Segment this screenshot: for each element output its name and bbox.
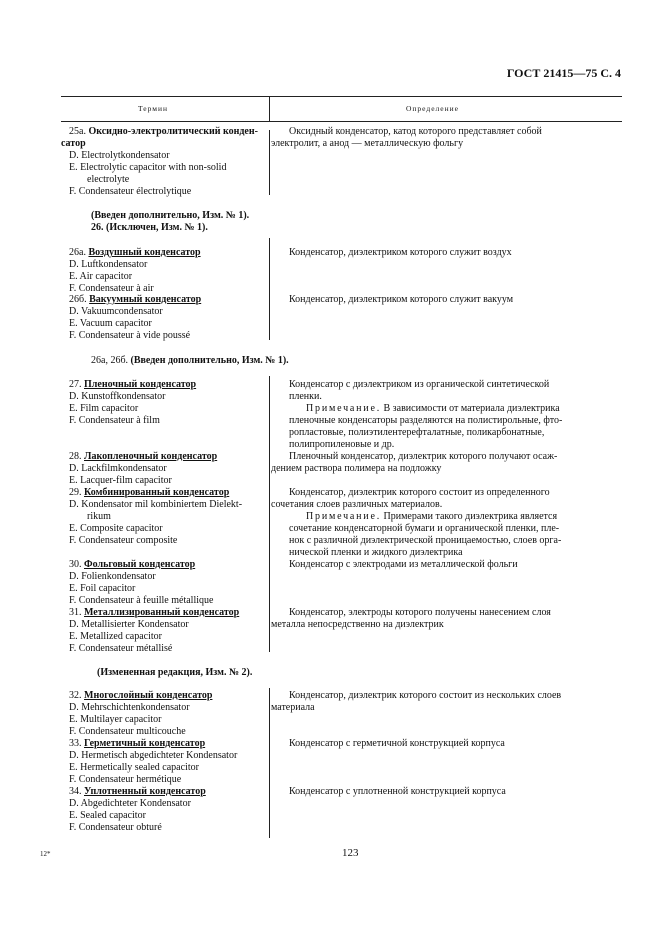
- term-27-fr: F. Condensateur à film: [69, 415, 160, 426]
- term-26b-en: E. Vacuum capacitor: [69, 318, 152, 329]
- term-34-de: D. Abgedichteter Kondensator: [69, 798, 191, 809]
- term-26a-de: D. Luftkondensator: [69, 259, 148, 270]
- term-25a-en-cont: electrolyte: [87, 174, 130, 185]
- term-31-fr: F. Condensateur métallisé: [69, 643, 173, 654]
- note-27: Примечание. В зависимости от материала диэлектрика: [306, 403, 560, 414]
- term-25a-en: E. Electrolytic capacitor with non-solid: [69, 162, 227, 173]
- amendment-note-2: (Измененная редакция, Изм. № 2).: [97, 667, 253, 678]
- term-28: 28. Лакопленочный конденсатор: [69, 451, 218, 462]
- term-30-en: E. Foil capacitor: [69, 583, 136, 594]
- definition-29: Конденсатор, диэлектрик которого состоит из определенного: [289, 487, 550, 498]
- column-separator: [269, 688, 270, 838]
- note-29: Примечание. Примерами такого диэлектрика является: [306, 511, 558, 522]
- term-25a-cont: сатор: [61, 138, 86, 149]
- term-32-fr: F. Condensateur multicouche: [69, 726, 186, 737]
- definition-27: Конденсатор с диэлектриком из органической синтетической: [289, 379, 550, 390]
- term-33-en: E. Hermetically sealed capacitor: [69, 762, 199, 773]
- footer-mark: 12*: [40, 850, 51, 858]
- column-header-definition: Определение: [406, 104, 459, 113]
- term-33: 33. Герметичный конденсатор: [69, 738, 206, 749]
- term-25a: 25а. Оксидно-электролитический конден-: [69, 126, 258, 137]
- term-26b-fr: F. Condensateur à vide poussé: [69, 330, 191, 341]
- definition-32: Конденсатор, диэлектрик которого состоит из нескольких слоев: [289, 690, 562, 701]
- term-29: 29. Комбинированный конденсатор: [69, 487, 230, 498]
- note-29-line3: нок с различной диэлектрической проницаемостью, слоев орга-: [289, 535, 562, 546]
- term-26a: 26а. Воздушный конденсатор: [69, 247, 201, 258]
- page-header-title: ГОСТ 21415—75 С. 4: [506, 66, 621, 80]
- term-33-fr: F. Condensateur hermétique: [69, 774, 182, 785]
- term-28-de: D. Lackfilmkondensator: [69, 463, 167, 474]
- note-29-line2: сочетание конденсаторной бумаги и органической пленки, пле-: [289, 523, 560, 534]
- term-30: 30. Фольговый конденсатор: [69, 559, 196, 570]
- definition-27-cont: пленки.: [289, 391, 322, 402]
- term-26b-de: D. Vakuumcondensator: [69, 306, 163, 317]
- term-27-de: D. Kunstoffkondensator: [69, 391, 166, 402]
- note-29-line4: нической пленки и жидкого диэлектрика: [289, 547, 463, 558]
- term-29-en: E. Composite capacitor: [69, 523, 163, 534]
- definition-26a: Конденсатор, диэлектриком которого служит воздух: [289, 247, 512, 258]
- definition-25a-cont: электролит, а анод — металлическую фольгу: [271, 138, 464, 149]
- term-27: 27. Пленочный конденсатор: [69, 379, 197, 390]
- excluded-26: 26. (Исключен, Изм. № 1).: [91, 222, 208, 233]
- amendment-note-26: 26а, 26б. (Введен дополнительно, Изм. № 1).: [91, 355, 289, 366]
- note-27-line3: ропластовые, полиэтилентерефталатные, поликарбонатные,: [289, 427, 545, 438]
- definition-25a: Оксидный конденсатор, катод которого представляет собой: [289, 126, 542, 137]
- column-separator: [269, 376, 270, 652]
- term-32-de: D. Mehrschichtenkondensator: [69, 702, 190, 713]
- term-31-de: D. Metallisierter Kondensator: [69, 619, 189, 630]
- table-header-bottom-rule: [61, 121, 622, 122]
- definition-26b: Конденсатор, диэлектриком которого служит вакуум: [289, 294, 514, 305]
- term-29-de: D. Kondensator mil kombiniertem Dielekt-: [69, 499, 243, 510]
- term-31-en: E. Metallized capacitor: [69, 631, 163, 642]
- definition-34: Конденсатор с уплотненной конструкцией корпуса: [289, 786, 506, 797]
- definition-30: Конденсатор с электродами из металлической фольги: [289, 559, 518, 570]
- column-separator: [269, 130, 270, 195]
- term-25a-fr: F. Condensateur électrolytique: [69, 186, 192, 197]
- term-26b: 26б. Вакуумный конденсатор: [69, 294, 202, 305]
- term-29-fr: F. Condensateur composite: [69, 535, 178, 546]
- definition-29-cont: сочетания слоев различных материалов.: [271, 499, 443, 510]
- column-header-term: Термин: [138, 104, 169, 113]
- note-27-line4: полипропиленовые и др.: [289, 439, 395, 450]
- note-27-line2: пленочные конденсаторы разделяются на полистирольные, фто-: [289, 415, 563, 426]
- amendment-note: (Введен дополнительно, Изм. № 1).: [91, 210, 250, 221]
- definition-32-cont: материала: [271, 702, 315, 713]
- table-header-divider: [269, 96, 270, 121]
- term-32-en: E. Multilayer capacitor: [69, 714, 162, 725]
- term-30-de: D. Folienkondensator: [69, 571, 156, 582]
- definition-28: Пленочный конденсатор, диэлектрик которого получают осаж-: [289, 451, 558, 462]
- term-34-fr: F. Condensateur obturé: [69, 822, 162, 833]
- term-26a-fr: F. Condensateur à air: [69, 283, 154, 294]
- term-27-en: E. Film capacitor: [69, 403, 139, 414]
- term-28-en: E. Lacquer-film capacitor: [69, 475, 172, 486]
- page-number: 123: [342, 847, 359, 859]
- term-30-fr: F. Condensateur à feuille métallique: [69, 595, 214, 606]
- term-29-de-cont: rikum: [87, 511, 111, 522]
- term-25a-de: D. Electrolytkondensator: [69, 150, 170, 161]
- definition-33: Конденсатор с герметичной конструкцией корпуса: [289, 738, 505, 749]
- term-32: 32. Многослойный конденсатор: [69, 690, 213, 701]
- definition-31: Конденсатор, электроды которого получены нанесением слоя: [289, 607, 551, 618]
- term-33-de: D. Hermetisch abgedichteter Kondensator: [69, 750, 238, 761]
- term-26a-en: E. Air capacitor: [69, 271, 133, 282]
- term-34-en: E. Sealed capacitor: [69, 810, 146, 821]
- term-31: 31. Металлизированный конденсатор: [69, 607, 240, 618]
- term-34: 34. Уплотненный конденсатор: [69, 786, 206, 797]
- table-top-rule: [61, 96, 622, 97]
- column-separator: [269, 238, 270, 340]
- definition-31-cont: металла непосредственно на диэлектрик: [271, 619, 444, 630]
- definition-28-cont: дением раствора полимера на подложку: [271, 463, 442, 474]
